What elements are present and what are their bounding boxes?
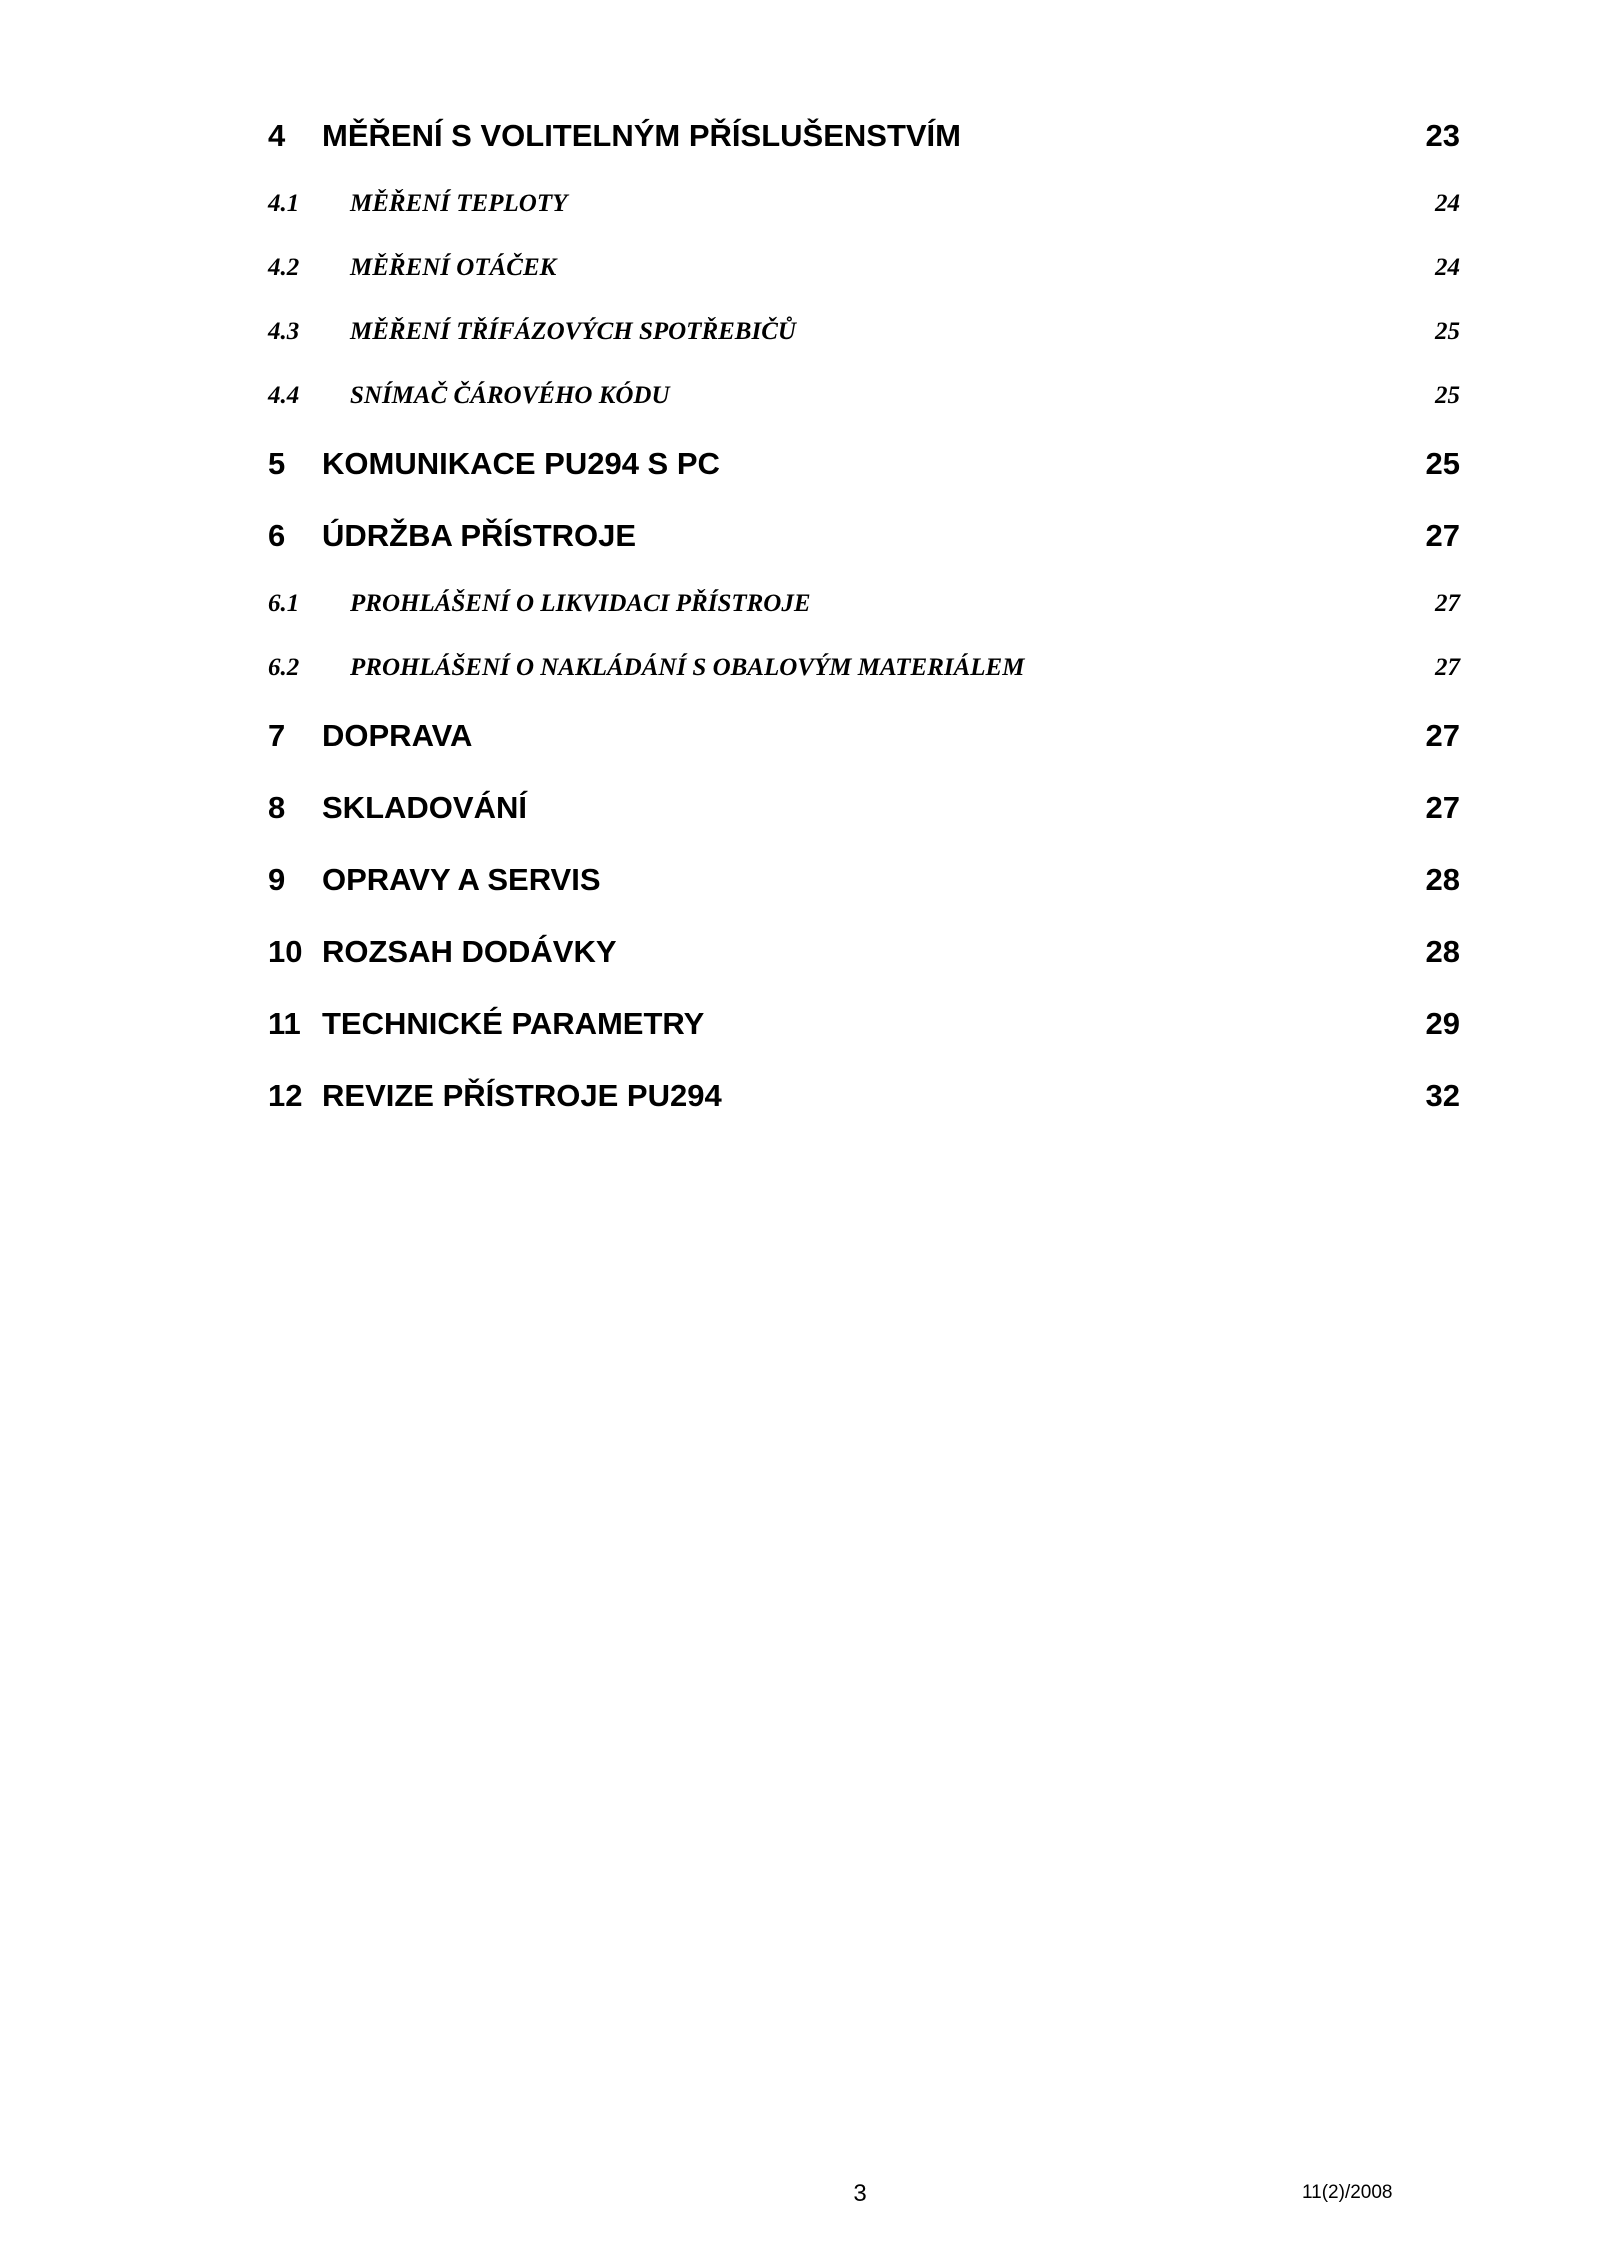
toc-entry-title: PROHLÁŠENÍ O LIKVIDACI PŘÍSTROJE (350, 590, 811, 617)
toc-entry-title: KOMUNIKACE PU294 S PC (322, 446, 720, 481)
toc-entry-page: 28 (1425, 862, 1460, 897)
toc-entry[interactable] (268, 1072, 1460, 1144)
toc-entry[interactable] (268, 856, 1460, 928)
toc-entry-title: MĚŘENÍ OTÁČEK (350, 254, 557, 281)
toc-entry-title: SNÍMAČ ČÁROVÉHO KÓDU (350, 382, 670, 409)
toc-entry[interactable] (268, 512, 1460, 584)
toc-entry[interactable] (268, 584, 1460, 648)
toc-entry-title: MĚŘENÍ TŘÍFÁZOVÝCH SPOTŘEBIČŮ (350, 318, 796, 345)
toc-entry-title: SKLADOVÁNÍ (322, 790, 527, 825)
toc-entry-number: 7 (268, 718, 286, 753)
toc-entry-number: 6.2 (268, 654, 300, 681)
toc-entry-page: 27 (1435, 654, 1460, 681)
toc-entry-title: OPRAVY A SERVIS (322, 862, 601, 897)
toc-entry-number: 4.2 (268, 254, 300, 281)
toc-entry[interactable] (268, 112, 1460, 184)
toc-entry-page: 27 (1435, 590, 1460, 617)
toc-entry[interactable] (268, 376, 1460, 440)
toc-entry-number: 5 (268, 446, 286, 481)
table-of-contents (268, 112, 1460, 1144)
toc-entry-page: 27 (1425, 518, 1460, 553)
toc-entry[interactable] (268, 440, 1460, 512)
toc-entry-page: 24 (1435, 254, 1460, 281)
toc-entry-number: 10 (268, 934, 303, 969)
toc-entry-page: 27 (1425, 718, 1460, 753)
toc-entry-number: 9 (268, 862, 286, 897)
toc-entry-number: 4.4 (268, 382, 300, 409)
toc-entry-number: 4.3 (268, 318, 300, 345)
toc-entry-page: 23 (1425, 118, 1460, 153)
toc-entry-title: MĚŘENÍ S VOLITELNÝM PŘÍSLUŠENSTVÍM (322, 118, 961, 153)
toc-entry[interactable] (268, 248, 1460, 312)
toc-entry[interactable] (268, 1000, 1460, 1072)
toc-entry[interactable] (268, 312, 1460, 376)
toc-entry[interactable] (268, 712, 1460, 784)
toc-entry-number: 6.1 (268, 590, 300, 617)
toc-entry[interactable] (268, 928, 1460, 1000)
toc-entry-number: 4 (268, 118, 286, 153)
toc-entry-number: 12 (268, 1078, 303, 1113)
toc-entry-page: 27 (1425, 790, 1460, 825)
toc-entry-page: 28 (1425, 934, 1460, 969)
toc-entry-page: 29 (1425, 1006, 1460, 1041)
toc-entry-title: ÚDRŽBA PŘÍSTROJE (322, 518, 637, 553)
toc-entry-title: DOPRAVA (322, 718, 473, 753)
toc-entry-title: PROHLÁŠENÍ O NAKLÁDÁNÍ S OBALOVÝM MATERIÁLEM (350, 654, 1025, 681)
toc-entry[interactable] (268, 784, 1460, 856)
toc-entry[interactable] (268, 648, 1460, 712)
toc-entry-page: 25 (1425, 446, 1460, 481)
toc-entry-title: REVIZE PŘÍSTROJE PU294 (322, 1078, 722, 1113)
toc-entry-page: 24 (1435, 190, 1460, 217)
toc-entry-page: 32 (1425, 1078, 1460, 1113)
toc-entry-title: MĚŘENÍ TEPLOTY (350, 190, 568, 217)
footer-page-number: 3 (853, 2180, 867, 2207)
footer-date: 11(2)/2008 (1302, 2182, 1393, 2203)
toc-entry-number: 11 (268, 1006, 301, 1041)
toc-entry-title: TECHNICKÉ PARAMETRY (322, 1006, 705, 1041)
toc-entry-number: 6 (268, 518, 286, 553)
toc-entry-page: 25 (1435, 318, 1460, 345)
toc-entry[interactable] (268, 184, 1460, 248)
toc-entry-title: ROZSAH DODÁVKY (322, 934, 617, 969)
toc-entry-number: 8 (268, 790, 286, 825)
toc-entry-number: 4.1 (268, 190, 300, 217)
toc-entry-page: 25 (1435, 382, 1460, 409)
